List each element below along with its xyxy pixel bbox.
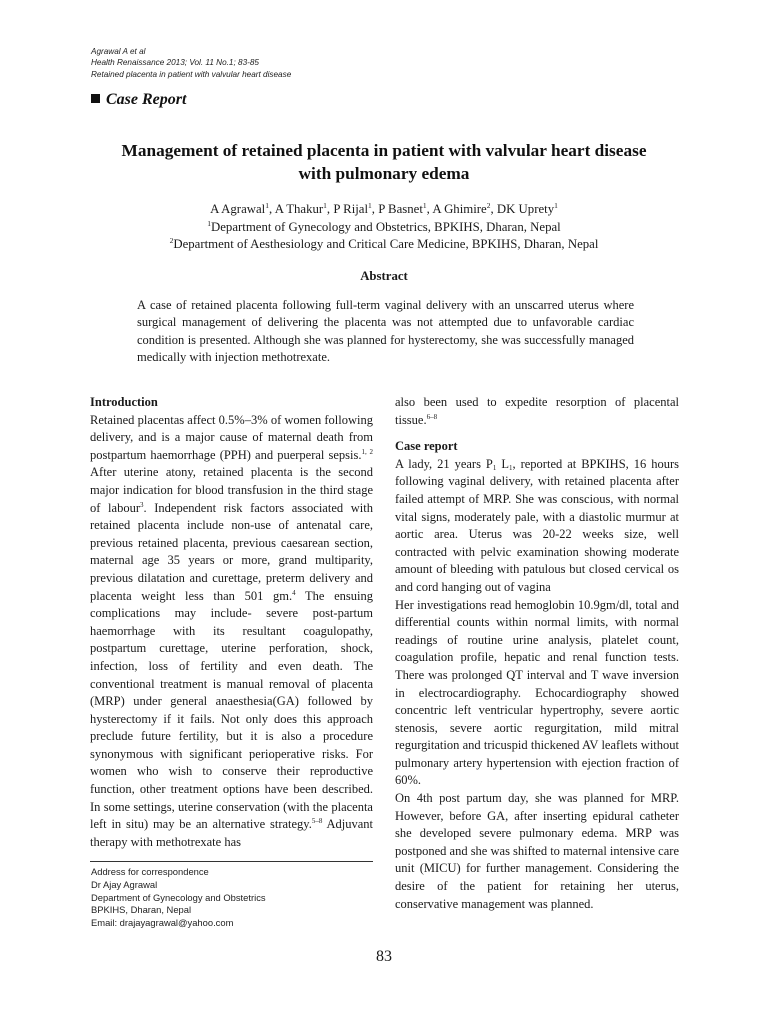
correspondence-footnote bbox=[91, 866, 266, 930]
section-label bbox=[91, 91, 186, 109]
square-bullet-icon bbox=[91, 94, 100, 103]
affiliation-marker: 1 bbox=[368, 201, 372, 210]
affiliation-marker: 1 bbox=[207, 218, 212, 228]
running-head-short-title: Retained placenta in patient with valvular heart disease bbox=[91, 69, 292, 79]
citation-marker: 5–8 bbox=[311, 817, 323, 826]
author-name: P Basnet bbox=[378, 202, 423, 216]
subscript: 1 bbox=[509, 463, 513, 472]
author-name: A Agrawal bbox=[210, 202, 266, 216]
affiliation-marker: 1 bbox=[422, 201, 427, 210]
page-number: 83 bbox=[376, 948, 392, 965]
citation-marker: 6–8 bbox=[426, 412, 438, 421]
introduction-heading: Introduction bbox=[90, 395, 158, 409]
affiliation-list bbox=[90, 219, 678, 254]
citation-marker: 3 bbox=[140, 500, 144, 509]
correspondence-department: Department of Gynecology and Obstetrics bbox=[91, 891, 266, 903]
affiliation-marker: 1 bbox=[265, 201, 269, 210]
author-block bbox=[90, 201, 678, 254]
affiliation-marker: 2 bbox=[486, 201, 491, 210]
author-name: A Ghimire bbox=[432, 202, 487, 216]
correspondence-label: Address for correspondence bbox=[91, 866, 209, 877]
article-title-line: with pulmonary edema bbox=[298, 164, 470, 183]
affiliation bbox=[90, 236, 678, 254]
affiliation-marker: 1 bbox=[554, 201, 558, 210]
author-list: A Agrawal$^1$, A Thakur$^1$, P Rijal$^1$, P Basnet$^1$, A Ghimire$^2$, DK Uprety$^1$ bbox=[210, 201, 558, 216]
right-column bbox=[395, 394, 679, 913]
affiliation-text: Department of Aesthesiology and Critical Care Medicine, BPKIHS, Dharan, Nepal bbox=[173, 237, 599, 251]
affiliation bbox=[90, 219, 678, 237]
article-title-line: Management of retained placenta in patient with valvular heart disease bbox=[121, 141, 647, 160]
case-report-paragraph: A lady, 21 years $P_1$ $L_1$, reported at BPKIHS, 16 hours following vaginal delivery, with retained placenta after failed attempt of MRP. She was conscious, with normal vital signs, moderately pale, with a diastolic murmur at aortic area. Uterus was 20-22 weeks size, well contracted with pelvic examination showing moderate amount of bleeding with patulous but closed cervical os and cord hanging out of vagina bbox=[395, 456, 680, 594]
introduction-paragraph-continued: also been used to expedite resorption of placental tissue.$^{6-8}$ bbox=[395, 395, 679, 427]
running-head-journal: Health Renaissance 2013; Vol. 11 No.1; 83-85 bbox=[91, 58, 259, 68]
footnote-divider bbox=[90, 861, 373, 862]
citation-marker: 4 bbox=[292, 588, 296, 597]
case-report-heading: Case report bbox=[395, 439, 458, 454]
affiliation-marker: 1 bbox=[323, 201, 327, 210]
author-name: DK Uprety bbox=[496, 202, 555, 216]
running-head bbox=[91, 46, 291, 80]
author-name: P Rijal bbox=[333, 202, 369, 216]
section-label-text: Case Report bbox=[106, 91, 187, 108]
abstract-text: A case of retained placenta following full-term vaginal delivery with an unscarred uterus where surgical management of delivering the placenta was not attempted due to unfavorable cardiac condition is presented. Although she was planned for hysterectomy, she was successfully managed medically with injection methotrexate. bbox=[137, 298, 634, 365]
left-column bbox=[90, 394, 373, 851]
introduction-paragraph: Retained placentas affect 0.5%–3% of women following delivery, and is a major cause of maternal death from postpartum haemorrhage (PPH) and puerperal sepsis.$^{1, 2}$ After uterine atony, retained placenta is the second major indication for blood transfusion in the third stage of labour$^3$. Independent risk factors associated with retained placenta include non-use of antenatal care, previous retained placenta, previous caesarean section, maternal age 35 years or more, grand multiparity, previous dilatation and curettage, preterm delivery and placenta weight less than 501 gm.$^4$ The ensuing complications may include- severe post-partum haemorrhage with its resultant coagulopathy, postpartum curettage, uterine perforation, shock, infection, loss of fertility and even death. The conventional treatment is manual removal of placenta (MRP) under general anaesthesia(GA) followed by hysterectomy if it fails. Not only does this approach preclude future fertility, but it is also a procedure synonymous with significant perioperative risks. For women who wish to conserve their reproductive function, other treatment options have been described. In some settings, uterine conservation (with the placenta left in situ) may be an alternative strategy.$^{5-8}$ Adjuvant therapy with methotrexate has bbox=[90, 412, 374, 849]
case-report-paragraph: Her investigations read hemoglobin 10.9gm/dl, total and differential counts within normal limits, with normal readings of routine urine analysis, platelet count, coagulation profile, hepatic and renal function tests. There was prolonged QT interval and T wave inversion in electrocardiography. Echocardiography showed concentric left ventricular hypertrophy, severe aortic stenosis, severe aortic regurgitation, mild mitral regurgitation and tricuspid thickened AV leaflets without pulmonary artery hypertension with ejection fraction of 60%. bbox=[395, 597, 679, 788]
correspondence-address: BPKIHS, Dharan, Nepal bbox=[91, 904, 192, 916]
correspondence-email: Email: drajayagrawal@yahoo.com bbox=[91, 917, 234, 929]
author-name: A Thakur bbox=[274, 202, 324, 216]
abstract-heading: Abstract bbox=[360, 269, 408, 283]
correspondence-name: Dr Ajay Agrawal bbox=[91, 878, 158, 890]
subscript: 1 bbox=[492, 463, 497, 472]
case-report-paragraph: On 4th post partum day, she was planned for MRP. However, before GA, after inserting epidural catheter she developed severe pulmonary edema. MRP was postponed and she was shifted to maternal intensive care unit (MICU) for further management. Considering the desire of the patient for retaining her uterus, conservative management was planned. bbox=[395, 791, 679, 911]
running-head-authors: Agrawal A et al bbox=[91, 47, 146, 56]
citation-marker: 1, 2 bbox=[361, 447, 373, 456]
affiliation-marker: 2 bbox=[169, 236, 174, 245]
affiliation-text: Department of Gynecology and Obstetrics, BPKIHS, Dharan, Nepal bbox=[211, 219, 561, 234]
article-title bbox=[90, 139, 678, 185]
